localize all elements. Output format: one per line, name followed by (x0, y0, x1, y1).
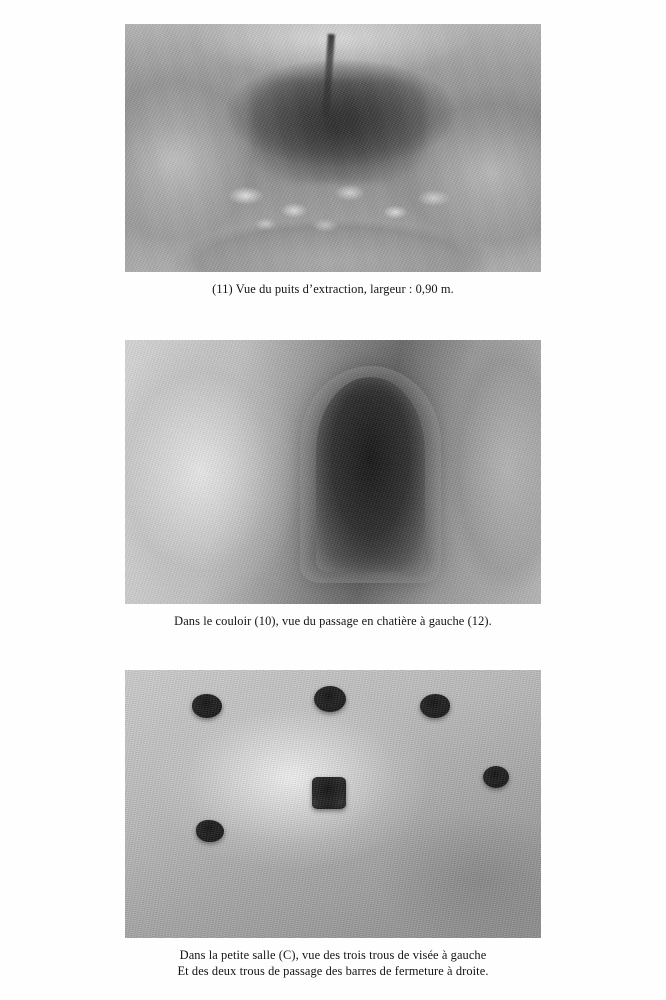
figure-caption (0, 281, 666, 297)
photo-puits-extraction (125, 24, 541, 272)
figure-petite-salle-c (0, 670, 666, 980)
caption-line: (11) Vue du puits d’extraction, largeur : 0,90 m. (212, 282, 454, 296)
photo-grain-overlay (125, 340, 541, 604)
caption-line: Dans la petite salle (C), vue des trois trous de visée à gauche (179, 948, 487, 962)
photo-couloir-chatiere (125, 340, 541, 604)
photo-grain-overlay (125, 24, 541, 272)
photo-petite-salle-c (125, 670, 541, 938)
photo-grain-overlay (125, 670, 541, 938)
figure-caption (0, 947, 666, 980)
figure-puits-extraction (0, 24, 666, 297)
caption-line: Dans le couloir (10), vue du passage en chatière à gauche (12). (174, 614, 492, 628)
figure-caption (0, 613, 666, 629)
figure-couloir-chatiere (0, 340, 666, 629)
caption-line: Et des deux trous de passage des barres de fermeture à droite. (177, 964, 489, 979)
